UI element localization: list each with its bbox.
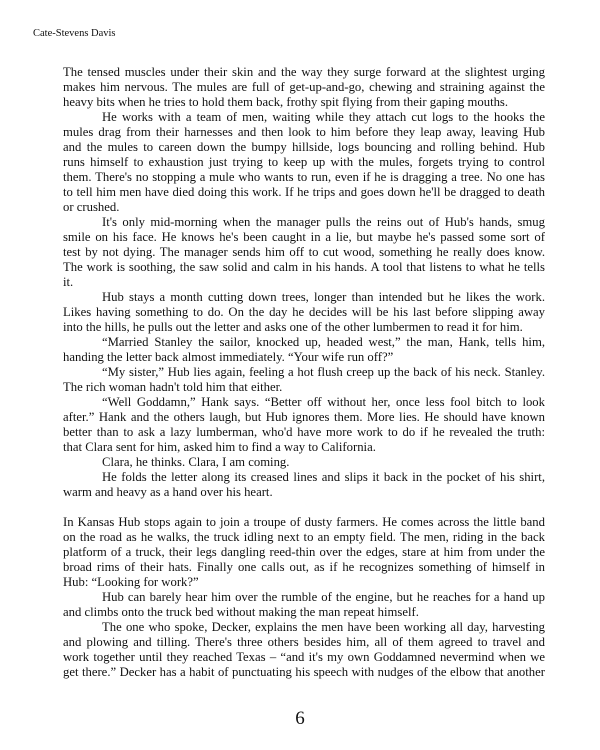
body-text — [63, 65, 545, 680]
text-line: “Married Stanley the sailor, knocked up, headed west,” the man, Hank, tells him, — [102, 335, 545, 349]
paragraph — [63, 65, 545, 110]
text-line: Hub can barely hear him over the rumble of the engine, but he reaches for a hand up — [102, 590, 545, 604]
text-line: get there.” Decker has a habit of punctuating his speech with nudges of the elbow that another — [63, 665, 545, 679]
paragraph — [63, 365, 545, 395]
text-line: warm and heavy as a hand over his heart. — [63, 485, 273, 499]
text-line: after.” Hank and the others laugh, but Hub ignores them. More lies. He should have known — [63, 410, 545, 424]
text-line: He folds the letter along its creased lines and slips it back in the pocket of his shirt, — [102, 470, 545, 484]
paragraph — [63, 395, 545, 455]
text-line: “Well Goddamn,” Hank says. “Better off without her, once less fool bitch to look — [102, 395, 545, 409]
paragraph — [63, 620, 545, 680]
text-line: platform of a truck, their legs dangling reed-thin over the edges, stare at him from under the — [63, 545, 545, 559]
text-line: and climbs onto the truck bed without making the man repeat himself. — [63, 605, 419, 619]
text-line: The rich woman hadn't told him that either. — [63, 380, 283, 394]
text-line: “My sister,” Hub lies again, feeling a hot flush creep up the back of his neck. Stanley. — [102, 365, 545, 379]
text-line: Likes having something to do. On the day he decides will be his last before slipping away — [63, 305, 545, 319]
paragraph — [63, 335, 545, 365]
text-line: handing the letter back almost immediately. “Your wife run off?” — [63, 350, 394, 364]
text-line: mules drag from their harnesses and then look to him before they leap away, leaving Hub — [63, 125, 545, 139]
text-line: runs himself to exhaustion just trying to keep up with the mules, forgets trying to control — [63, 155, 545, 169]
text-line: It's only mid-morning when the manager pulls the reins out of Hub's hands, smug — [102, 215, 545, 229]
text-line: to tell him men have died doing this work. If he trips and goes down he'll be dragged to death — [63, 185, 545, 199]
text-line: test by not dying. The manager sends him off to cut wood, something he really does know. — [63, 245, 545, 259]
text-line: work together until they reached Texas – “and it's my own Goddamned nevermind when we — [63, 650, 545, 664]
text-line: Clara, he thinks. Clara, I am coming. — [102, 455, 290, 469]
text-line: them. There's no stopping a mule who wants to run, even if he is dragging a tree. No one has — [63, 170, 545, 184]
text-line: and plowing and tilling. There's three others besides him, all of them agreed to travel and — [63, 635, 545, 649]
text-line: The tensed muscles under their skin and the way they surge forward at the slightest urging — [63, 65, 545, 79]
paragraph — [63, 515, 545, 590]
text-line: broad rims of their hats. Finally one calls out, as if he recognizes something of himself in — [63, 560, 545, 574]
text-line: The one who spoke, Decker, explains the men have been working all day, harvesting — [102, 620, 545, 634]
text-line: makes him nervous. The mules are full of get-up-and-go, chewing and straining against the — [63, 80, 545, 94]
paragraph — [63, 290, 545, 335]
text-line: In Kansas Hub stops again to join a troupe of dusty farmers. He comes across the little band — [63, 515, 545, 529]
text-line: better than to ask a lazy lumberman, who'd have more work to do if he revealed the truth: — [63, 425, 545, 439]
text-line: into the hills, he pulls out the letter and asks one of the other lumbermen to read it for him. — [63, 320, 523, 334]
text-line: Hub: “Looking for work?” — [63, 575, 199, 589]
text-line: and the mules to careen down the bumpy hillside, logs bouncing and rolling behind. Hub — [63, 140, 545, 154]
text-line: heavy bits when he tries to hold them back, frothy spit flying from their gaping mouths. — [63, 95, 509, 109]
text-line: it. — [63, 275, 74, 289]
page-number: 6 — [295, 708, 305, 729]
paragraph — [63, 590, 545, 620]
text-line: He works with a team of men, waiting while they attach cut logs to the hooks the — [102, 110, 545, 124]
text-line: on the road as he walks, the truck idling next to an empty field. The men, riding in the back — [63, 530, 545, 544]
paragraph — [63, 110, 545, 215]
paragraph — [63, 215, 545, 290]
paragraph — [63, 455, 545, 470]
text-line: that Clara sent for him, asked him to find a way to California. — [63, 440, 376, 454]
paragraph — [63, 470, 545, 500]
text-line: The work is soothing, the saw solid and calm in his hands. A tool that listens to what he tells — [63, 260, 545, 274]
text-line: or crushed. — [63, 200, 120, 214]
text-line: Hub stays a month cutting down trees, longer than intended but he likes the work. — [102, 290, 545, 304]
running-header-author: Cate-Stevens Davis — [33, 28, 116, 39]
text-line: smile on his face. He knows he's been caught in a lie, but maybe he's passed some sort of — [63, 230, 545, 244]
